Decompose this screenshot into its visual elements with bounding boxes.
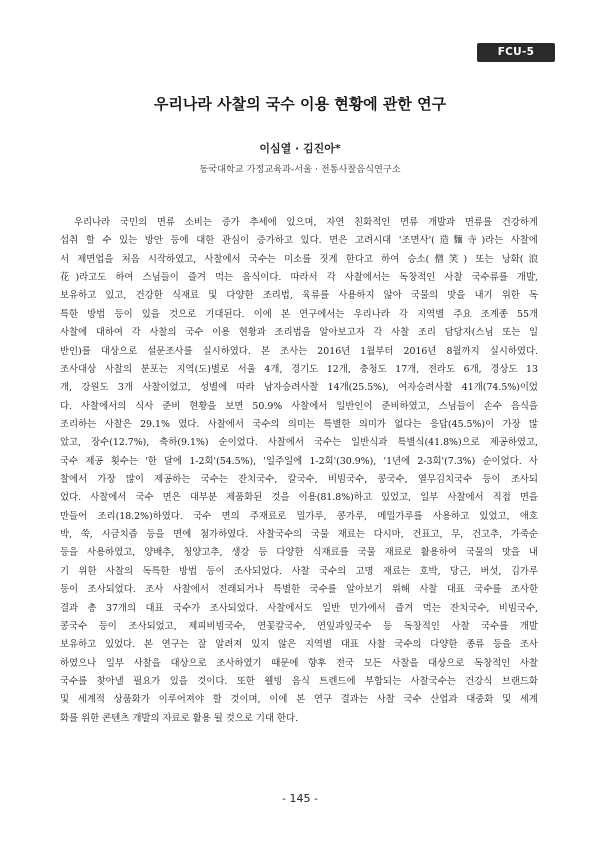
abstract-line: 조리하는 사찰은 29.1% 였다. 사찰에서 국수의 의미는 특별한 의미가 없다는 응답(45.5%)이 가장 많: [60, 418, 538, 430]
abstract-line: 조사대상 사찰의 분포는 지역(도)별로 서울 4개, 경기도 12개, 충청도 17개, 전라도 6개, 경상도 13: [60, 363, 538, 375]
abstract-line: 사찰에 대하여 각 사찰의 국수 이용 현황과 조리법을 알아보고자 각 사찰 조리 담당자(스님 또는 일: [60, 327, 538, 339]
session-code-badge: FCU-5: [477, 43, 555, 62]
abstract-body: [60, 214, 538, 728]
abstract-line: 다. 사찰에서의 식사 준비 현황을 보면 50.9% 사찰에서 일반인이 준비하였고, 스님들이 손수 음식을: [60, 400, 538, 412]
abstract-line: 우리나라 국민의 면류 소비는 증가 추세에 있으며, 자연 친화적인 면류 개발과 면류를 건강하게: [74, 217, 538, 228]
abstract-line: 花)라고도 하여 스님들이 즐겨 먹는 음식이다. 따라서 각 사찰에서는 독창적인 사찰 국수류를 개발,: [60, 272, 538, 284]
abstract-line: 등이 조사되었다. 조사 사찰에서 전래되거나 특별한 국수를 알아보기 위해 사찰 대표 국수를 조사한: [60, 584, 538, 596]
author-list: 이심열 · 김진아*: [259, 142, 341, 155]
paper-title: 우리나라 사찰의 국수 이용 현황에 관한 연구: [153, 95, 447, 113]
abstract-line: 반인)를 대상으로 설문조사를 실시하였다. 본 조사는 2016년 1월부터 2016년 8월까지 실시하였다.: [60, 345, 538, 357]
abstract-line: 았고, 장수(12.7%), 축하(9.1%) 순이었다. 사찰에서 국수는 일반식과 특별식(41.8%)으로 제공하였고,: [60, 437, 538, 449]
abstract-line: 었다. 사찰에서 국수 면은 대부분 제품화된 것을 이용(81.8%)하고 있었고, 일부 사찰에서 직접 면을: [60, 492, 538, 504]
abstract-line: 화를 위한 콘텐츠 개발의 자료로 활용 될 것으로 기대 한다.: [60, 712, 299, 724]
abstract-line: 찰에서 가장 많이 제공하는 국수는 잔치국수, 칼국수, 비빔국수, 콩국수, 열무김치국수 등이 조사되: [60, 474, 538, 486]
abstract-line: 국수를 찾아낼 필요가 있을 것이다. 또한 웰빙 음식 트렌드에 부합되는 사찰국수는 건강식 브랜드화: [60, 675, 538, 687]
affiliation: 동국대학교 가정교육과-서울 · 전통사찰음식연구소: [199, 164, 401, 175]
abstract-line: 및 세계적 상품화가 이루어져야 할 것이며, 이에 본 연구 결과는 사찰 국수 산업과 대중화 및 세계: [60, 694, 538, 706]
abstract-line: 보유하고 있고, 건강한 식재료 및 다양한 조리법, 육류를 사용하지 않아 국물의 맛을 내기 위한 독: [60, 290, 538, 302]
page-number: - 145 -: [282, 792, 318, 805]
abstract-line: 하였으나 일부 사찰을 대상으로 조사하였기 때문에 향후 전국 모든 사찰을 대상으로 독창적인 사찰: [60, 657, 538, 669]
abstract-line: 결과 총 37개의 대표 국수가 조사되었다. 사찰에서도 일반 민가에서 즐겨 먹는 잔치국수, 비빔국수,: [60, 602, 538, 614]
abstract-line: 보유하고 있었다. 본 연구는 잘 알려져 있지 않은 지역별 대표 사찰 국수의 다양한 종류 등을 조사: [60, 639, 538, 651]
abstract-line: 콩국수 등이 조사되었고, 제피비빔국수, 연꽃칼국수, 연잎과잎국수 등 독창적인 사찰 국수를 개발: [60, 620, 538, 632]
abstract-line: 국수 제공 횟수는 '한 달에 1-2회'(54.5%), '일주일에 1-2회'(30.9%), '1년에 2-3회'(7.3%) 순이었다. 사: [60, 455, 538, 467]
abstract-line: 섭취 할 수 있는 방안 등에 대한 관심이 증가하고 있다. 면은 고려시대 '조면사'(造麵寺)라는 사찰에: [60, 235, 538, 247]
abstract-line: 개, 강원도 3개 사찰이었고, 성별에 따라 남자승려사찰 14개(25.5%), 여자승려사찰 41개(74.5%)이었: [60, 382, 538, 394]
abstract-line: 서 제면업을 처음 시작하였고, 사찰에서 국수는 미소를 짓게 한다고 하여 승소(僧笑) 또는 낭화(浪: [60, 253, 538, 265]
abstract-line: 박, 쑥, 시금치즙 등을 면에 첨가하였다. 사찰국수의 국물 재료는 다시마, 건표고, 무, 건고추, 가죽순: [60, 529, 538, 541]
abstract-line: 만들어 조리(18.2%)하였다. 국수 면의 주재료로 밀가루, 콩가루, 메밀가루를 사용하고 있었고, 애호: [60, 510, 538, 522]
abstract-line: 등을 사용하였고, 양배추, 청양고추, 생강 등 다양한 식재료를 국물 재료로 활용하여 국물의 맛을 내: [60, 547, 538, 559]
abstract-line: 특한 방법 등이 있을 것으로 기대된다. 이에 본 연구에서는 우리나라 각 지역별 주요 조계종 55개: [60, 308, 538, 320]
abstract-line: 기 위한 사찰의 독특한 방법 등이 조사되었다. 사찰 국수의 고명 재료는 호박, 당근, 버섯, 김가루: [60, 565, 538, 577]
